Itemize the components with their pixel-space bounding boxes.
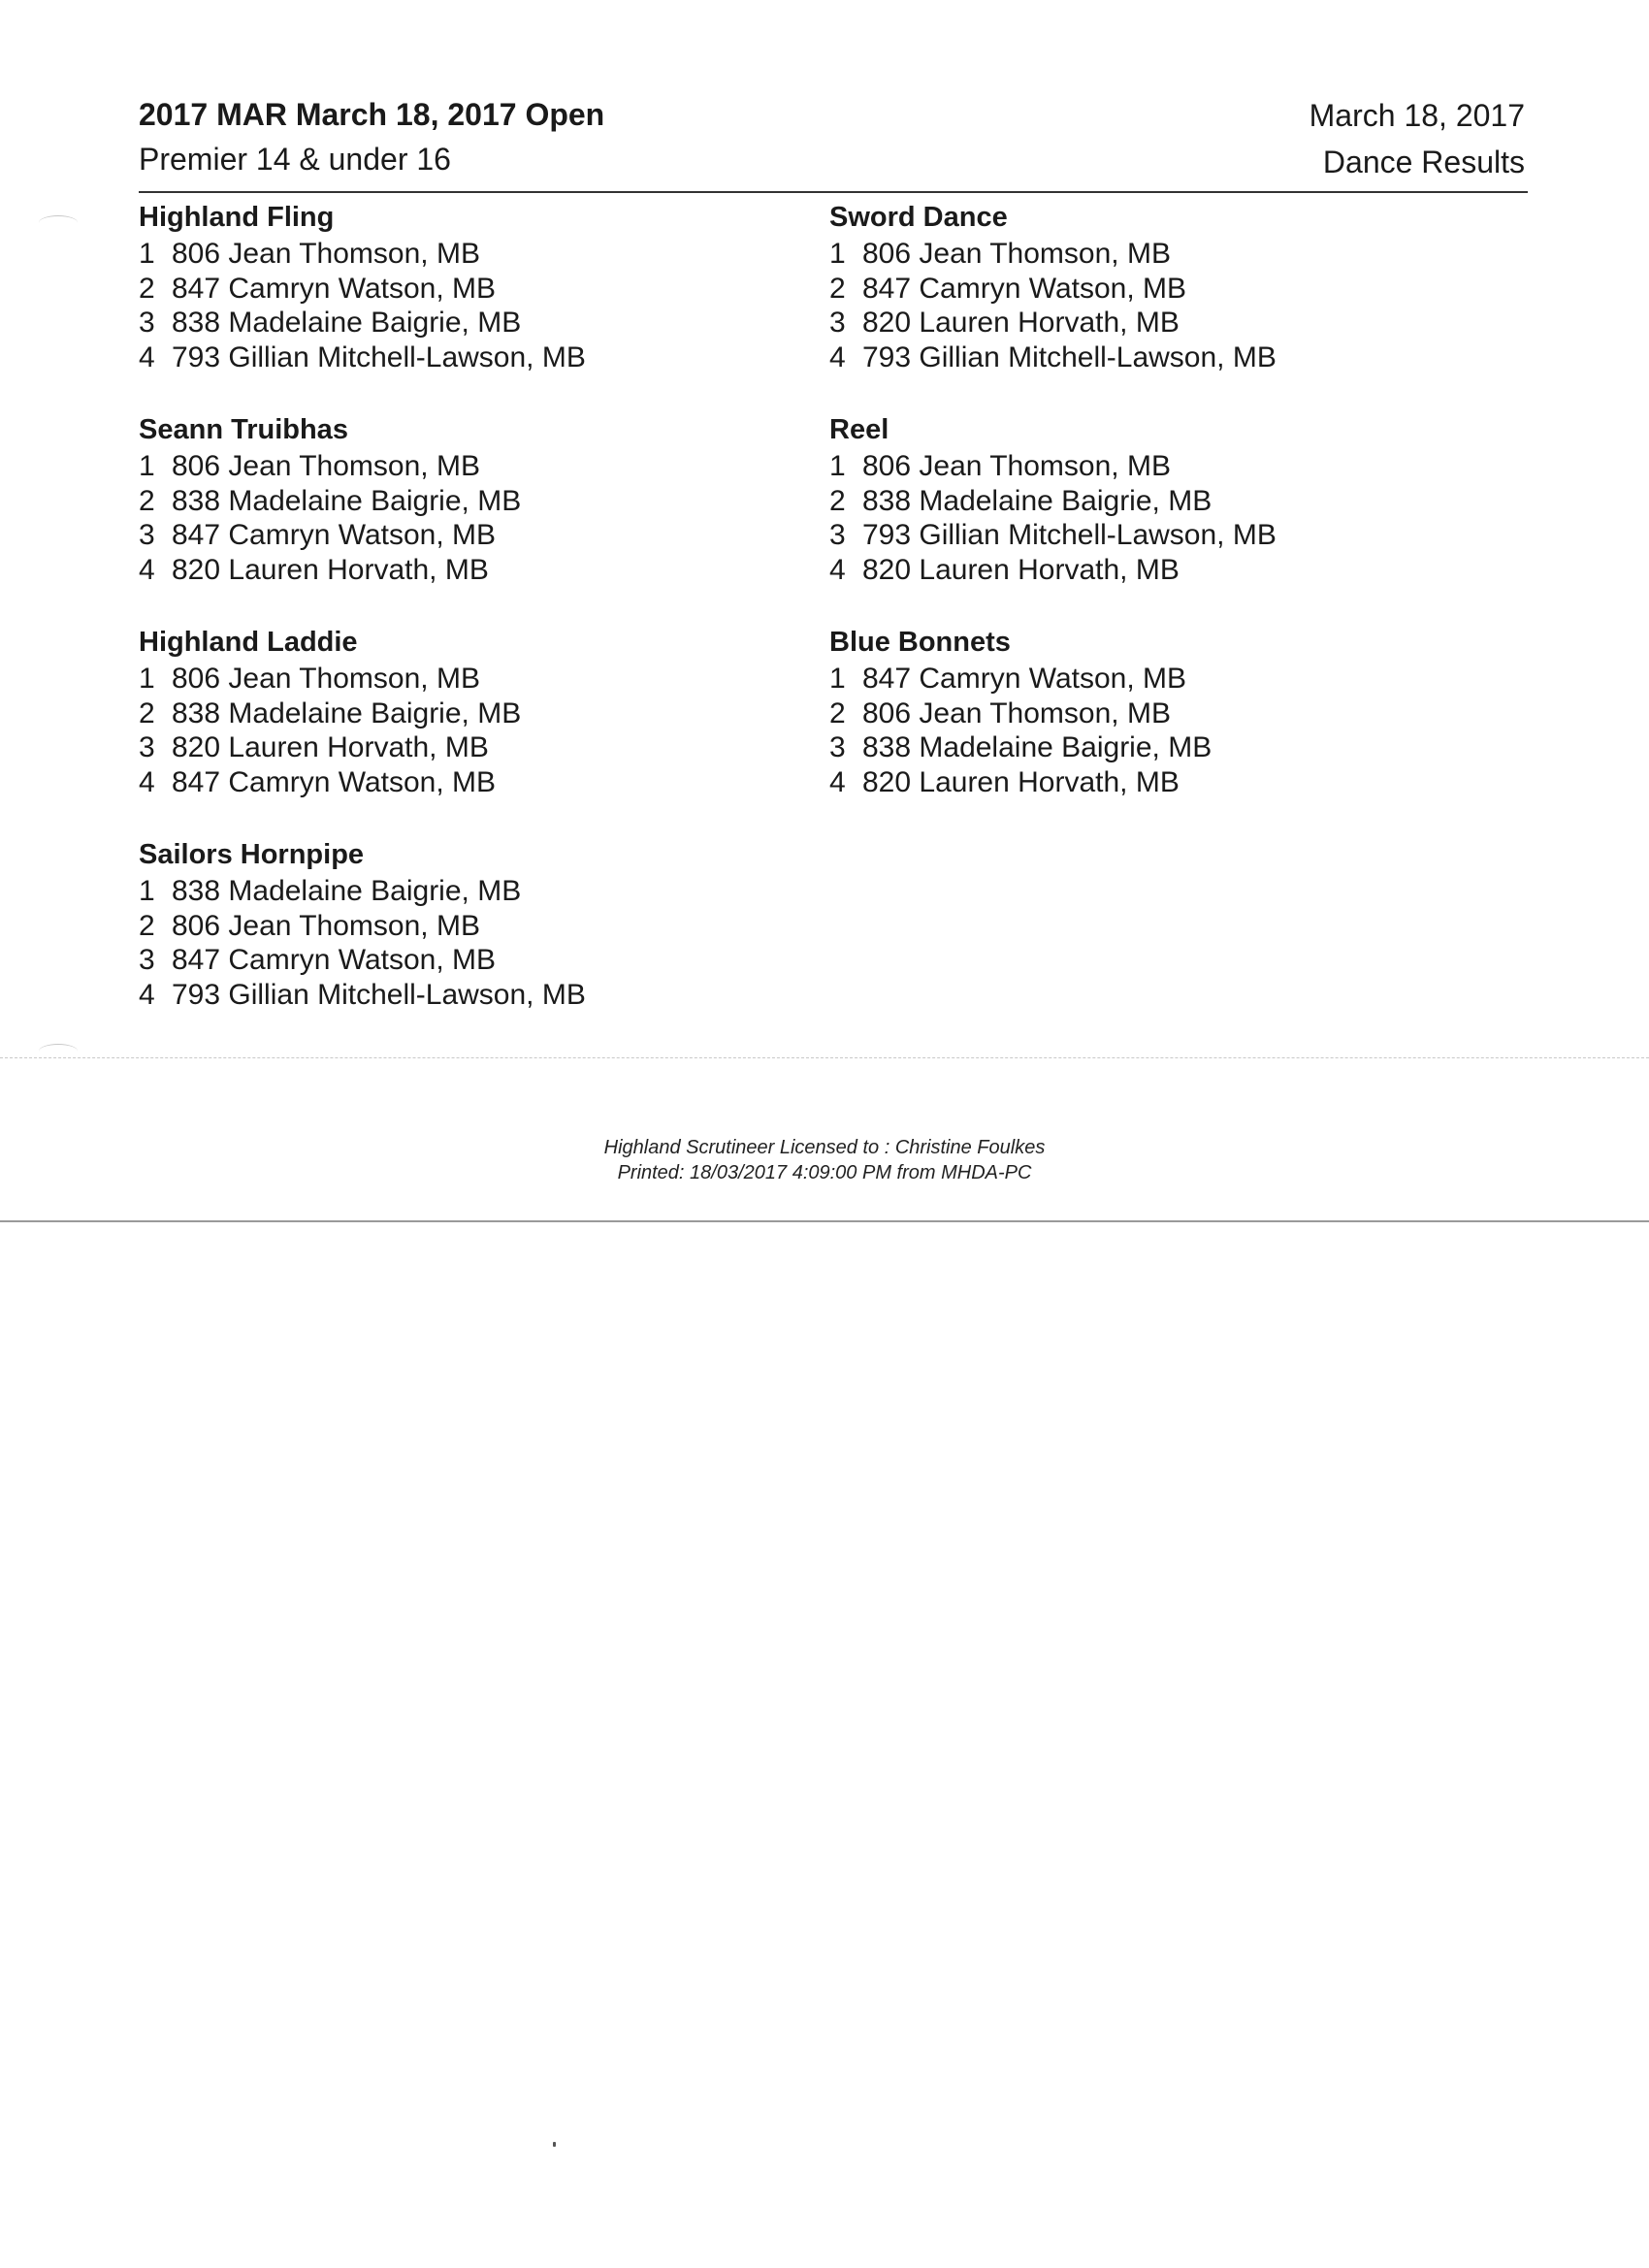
result-row — [139, 272, 818, 307]
result-row — [829, 237, 1508, 272]
result-entry: 793 Gillian Mitchell-Lawson, MB — [862, 519, 1277, 551]
document-type: Dance Results — [1322, 145, 1525, 179]
event-block — [829, 198, 1508, 410]
result-entry: 838 Madelaine Baigrie, MB — [172, 307, 522, 339]
results-column-left — [139, 198, 818, 1048]
result-row — [139, 306, 818, 340]
result-entry: 806 Jean Thomson, MB — [862, 238, 1171, 270]
competition-date: March 18, 2017 — [1309, 98, 1525, 133]
result-entry: 838 Madelaine Baigrie, MB — [172, 697, 522, 729]
result-entry: 847 Camryn Watson, MB — [172, 765, 496, 798]
result-entry: 806 Jean Thomson, MB — [172, 663, 480, 695]
result-entry: 806 Jean Thomson, MB — [862, 450, 1171, 482]
result-place: 1 — [139, 450, 155, 482]
result-row — [829, 340, 1508, 375]
result-place: 1 — [829, 238, 846, 270]
result-entry: 838 Madelaine Baigrie, MB — [862, 484, 1212, 517]
result-row — [139, 943, 818, 978]
result-entry: 806 Jean Thomson, MB — [862, 697, 1171, 729]
result-row — [829, 553, 1508, 588]
result-row — [139, 340, 818, 375]
result-place: 3 — [139, 944, 155, 976]
result-row — [139, 553, 818, 588]
result-entry: 793 Gillian Mitchell-Lawson, MB — [172, 978, 586, 1011]
event-block — [139, 410, 818, 623]
result-place: 2 — [829, 697, 846, 729]
header-left — [139, 93, 604, 182]
result-place: 2 — [139, 484, 155, 517]
event-block — [139, 835, 818, 1048]
result-entry: 820 Lauren Horvath, MB — [862, 307, 1180, 339]
result-place: 3 — [139, 307, 155, 339]
result-place: 3 — [829, 519, 846, 551]
result-entry: 820 Lauren Horvath, MB — [862, 765, 1180, 798]
result-entry: 820 Lauren Horvath, MB — [172, 553, 489, 586]
result-entry: 793 Gillian Mitchell-Lawson, MB — [862, 340, 1277, 373]
result-place: 3 — [139, 731, 155, 763]
result-place: 4 — [829, 553, 846, 586]
event-block — [139, 198, 818, 410]
result-entry: 838 Madelaine Baigrie, MB — [172, 484, 522, 517]
result-place: 2 — [139, 697, 155, 729]
printed-line: Printed: 18/03/2017 4:09:00 PM from MHDA-PC — [617, 1162, 1032, 1183]
result-entry: 793 Gillian Mitchell-Lawson, MB — [172, 340, 586, 373]
event-title: Sailors Hornpipe — [139, 839, 365, 870]
result-entry: 847 Camryn Watson, MB — [862, 272, 1186, 305]
result-row — [139, 449, 818, 484]
result-row — [139, 874, 818, 909]
result-row — [829, 765, 1508, 800]
competition-title: 2017 MAR March 18, 2017 Open — [139, 97, 605, 132]
result-entry: 820 Lauren Horvath, MB — [862, 553, 1180, 586]
event-title: Reel — [829, 414, 889, 445]
result-row — [139, 518, 818, 553]
result-entry: 847 Camryn Watson, MB — [862, 663, 1186, 695]
result-place: 4 — [829, 340, 846, 373]
result-place: 2 — [829, 484, 846, 517]
result-place: 2 — [139, 909, 155, 942]
result-place: 1 — [829, 450, 846, 482]
result-place: 3 — [139, 519, 155, 551]
result-entry: 838 Madelaine Baigrie, MB — [862, 731, 1212, 763]
result-place: 4 — [139, 340, 155, 373]
result-place: 1 — [139, 663, 155, 695]
result-row — [829, 272, 1508, 307]
result-row — [829, 662, 1508, 697]
result-row — [139, 697, 818, 731]
result-place: 4 — [139, 553, 155, 586]
event-block — [829, 410, 1508, 623]
scan-mark — [39, 1044, 78, 1058]
result-entry: 838 Madelaine Baigrie, MB — [172, 875, 522, 907]
result-entry: 806 Jean Thomson, MB — [172, 450, 480, 482]
result-entry: 806 Jean Thomson, MB — [172, 238, 480, 270]
result-row — [829, 697, 1508, 731]
result-row — [139, 909, 818, 944]
page-edge-line — [0, 1220, 1649, 1222]
result-entry: 820 Lauren Horvath, MB — [172, 731, 489, 763]
result-row — [829, 449, 1508, 484]
result-place: 2 — [139, 272, 155, 305]
event-title: Seann Truibhas — [139, 414, 348, 445]
result-row — [829, 306, 1508, 340]
scan-speck — [553, 2142, 556, 2147]
result-row — [139, 237, 818, 272]
event-block — [829, 623, 1508, 835]
event-title: Blue Bonnets — [829, 627, 1011, 658]
result-row — [829, 518, 1508, 553]
result-entry: 847 Camryn Watson, MB — [172, 944, 496, 976]
license-line: Highland Scrutineer Licensed to : Christine Foulkes — [603, 1137, 1046, 1158]
result-row — [139, 978, 818, 1013]
result-place: 3 — [829, 307, 846, 339]
category-subtitle: Premier 14 & under 16 — [139, 142, 451, 177]
result-row — [139, 730, 818, 765]
result-row — [139, 484, 818, 519]
result-place: 4 — [829, 765, 846, 798]
result-entry: 847 Camryn Watson, MB — [172, 272, 496, 305]
event-block — [139, 623, 818, 835]
results-column-right — [829, 198, 1508, 835]
header-divider — [139, 191, 1528, 193]
result-place: 3 — [829, 731, 846, 763]
result-place: 4 — [139, 765, 155, 798]
footer — [0, 1135, 1649, 1185]
event-title: Sword Dance — [829, 202, 1008, 233]
result-entry: 847 Camryn Watson, MB — [172, 519, 496, 551]
result-entry: 806 Jean Thomson, MB — [172, 909, 480, 942]
result-row — [139, 765, 818, 800]
fold-line — [0, 1057, 1649, 1058]
result-row — [829, 730, 1508, 765]
result-place: 1 — [829, 663, 846, 695]
scan-mark — [39, 215, 78, 230]
result-row — [139, 662, 818, 697]
result-place: 4 — [139, 978, 155, 1011]
result-place: 2 — [829, 272, 846, 305]
result-place: 1 — [139, 238, 155, 270]
result-row — [829, 484, 1508, 519]
event-title: Highland Fling — [139, 202, 335, 233]
event-title: Highland Laddie — [139, 627, 358, 658]
result-place: 1 — [139, 875, 155, 907]
header-right — [1310, 92, 1525, 185]
